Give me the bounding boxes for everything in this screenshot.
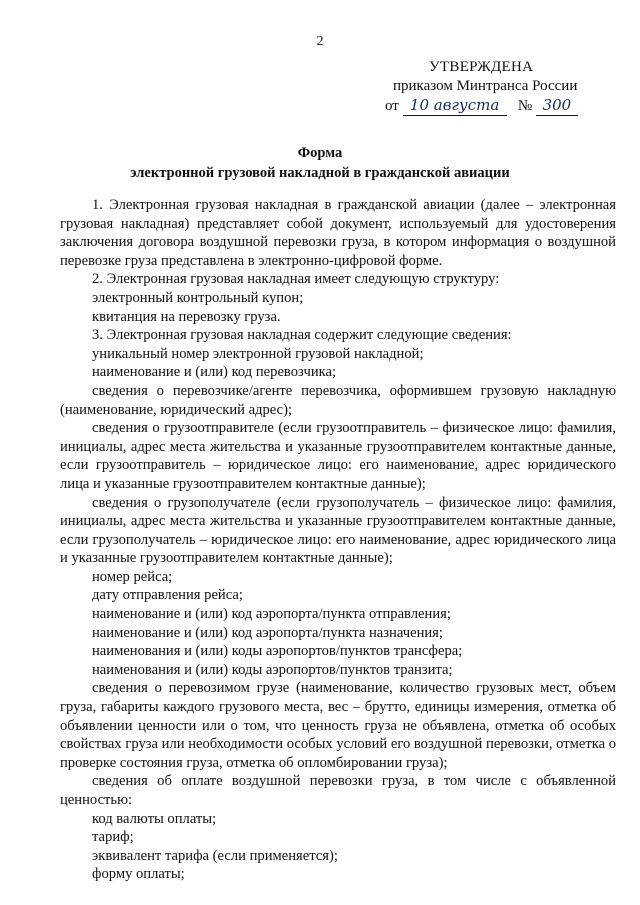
date-prefix: от [385,98,399,114]
paragraph: сведения о перевозчике/агенте перевозчика, оформившем грузовую накладную (наименование, юридический адрес); [60,382,616,418]
paragraph: сведения о грузополучателе (если грузополучатель – физическое лицо: фамилия, инициалы, адрес места жительства и указанные грузоотправителем контактные данные, если грузополучатель – юридическое лицо: его наименование, адрес юридического лица и указанные грузоотправителем контактные данные); [60,494,616,567]
handwritten-number: 300 [536,96,578,116]
paragraph: дату отправления рейса; [92,587,243,604]
paragraph: электронный контрольный купон; [92,289,304,306]
paragraph: форму оплаты; [92,866,185,883]
page-number: 2 [316,34,324,49]
paragraph: наименования и (или) коды аэропортов/пунктов транзита; [92,661,453,678]
form-heading [0,143,640,183]
heading-line-1: Форма [297,145,343,161]
approval-date-line [385,96,615,116]
approval-stamp [385,58,615,116]
document-body [60,196,616,884]
paragraph: наименование и (или) код аэропорта/пункта назначения; [92,624,443,641]
paragraph: 3. Электронная грузовая накладная содержит следующие сведения: [92,327,512,344]
paragraph: квитанция на перевозку груза. [92,308,281,325]
paragraph: наименования и (или) коды аэропортов/пунктов трансфера; [92,643,463,660]
paragraph: код валюты оплаты; [92,810,217,827]
approval-order: приказом Минтранса России [393,78,578,94]
number-prefix: № [517,98,533,114]
heading-line-2: электронной грузовой накладной в гражданской авиации [130,165,510,181]
handwritten-date: 10 августа [403,96,507,116]
paragraph: уникальный номер электронной грузовой накладной; [92,345,424,362]
paragraph: эквивалент тарифа (если применяется); [92,847,338,864]
paragraph: наименование и (или) код перевозчика; [92,364,337,381]
paragraph: тариф; [92,829,134,846]
approval-title: УТВЕРЖДЕНА [429,59,534,75]
paragraph: сведения об оплате воздушной перевозки груза, в том числе с объявленной ценностью: [60,773,616,808]
paragraph: 1. Электронная грузовая накладная в гражданской авиации (далее – электронная грузовая накладная) представляет собой документ, используемый для удостоверения заключения договора воздушной перевозки груза, в котором информация о воздушной перевозке груза представлена в электронно-цифровой форме. [60,197,616,269]
paragraph: наименование и (или) код аэропорта/пункта отправления; [92,606,451,623]
paragraph: сведения о перевозимом грузе (наименование, количество грузовых мест, объем груза, габариты каждого грузового места, вес – брутто, единицы измерения, отметка об объявлении ценности или о том, что ценность груза не объявлена, отметка об особых свойствах груза или необходимости особых условий его воздушной перевозки, отметка о проверке состояния груза, отметка об опломбировании груза); [60,680,616,771]
paragraph: 2. Электронная грузовая накладная имеет следующую структуру: [92,271,500,288]
paragraph: номер рейса; [92,568,173,585]
paragraph: сведения о грузоотправителе (если грузоотправитель – физическое лицо: фамилия, инициалы, адрес места жительства и указанные грузоотправителем контактные данные, если грузоотправитель – юридическое лицо: его наименование, адрес юридического лица и указанные грузоотправителем контактные данные); [60,420,616,492]
